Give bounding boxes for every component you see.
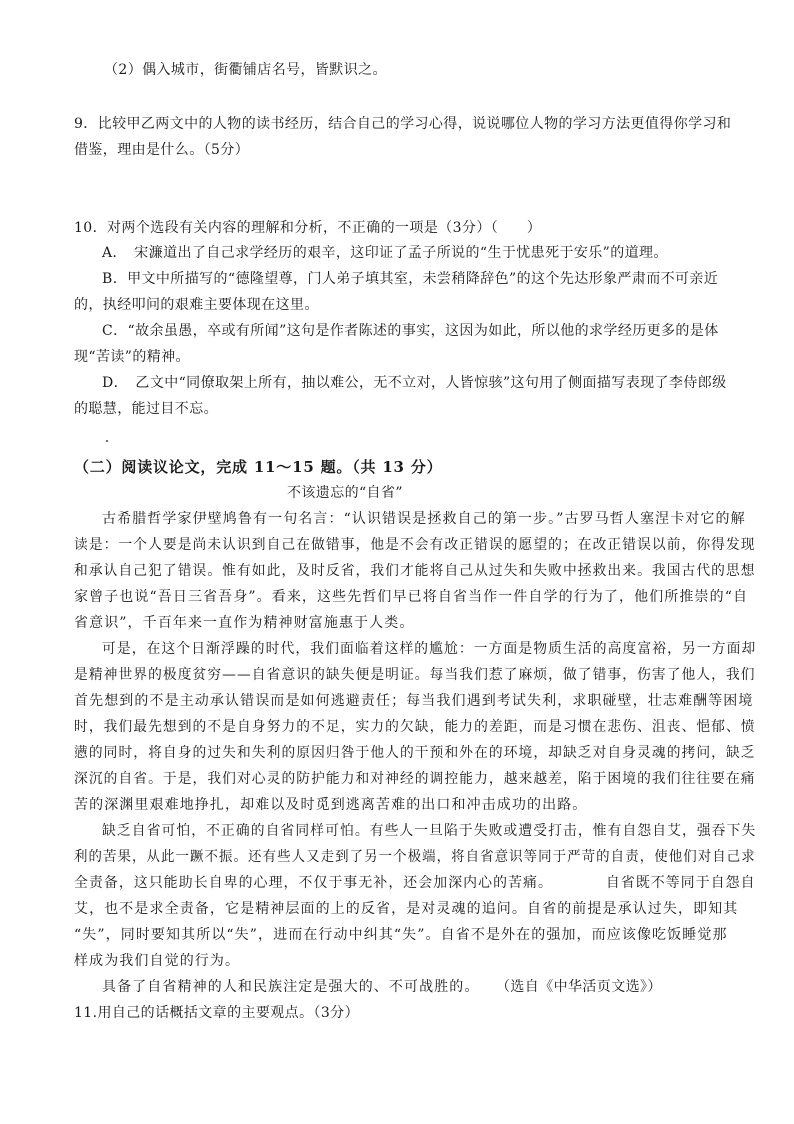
q10-option-a: A． 宋濂道出了自己求学经历的艰辛，这印证了孟子所说的“生于忧患死于安乐”的道理。	[102, 245, 668, 261]
article-p3-line-2: 利的苦果，从此一蹶不振。还有些人又走到了另一个极端，将自省意识等同于严苛的自责，使他们对自己求	[74, 849, 756, 865]
section-2-heading: （二）阅读议论文，完成 11～15 题。（共 13 分）	[74, 458, 443, 476]
article-title: 不该遗忘的“自省”	[287, 485, 403, 501]
q10-option-b-line-2: 的，执经叩问的艰难主要体现在这里。	[74, 297, 319, 313]
q9-line-2: 借鉴，理由是什么。（5分）	[74, 142, 250, 158]
article-p1-line-3: 和承认自己犯了错误。惟有如此，及时反省，我们才能将自己从过失和失败中拯救出来。我国古代的思想	[74, 563, 756, 579]
q10-option-c-line-2: 现“苦读”的精神。	[74, 349, 190, 365]
article-p2-line-6: 深沉的自省。于是，我们对心灵的防护能力和对神经的调控能力，越来越差，陷于困境的我们往往要在痛	[74, 771, 756, 787]
article-p3-line-1: 缺乏自省可怕，不正确的自省同样可怕。有些人一旦陷于失败或遭受打击，惟有自怨自艾，强吞下失	[102, 823, 757, 839]
article-p1-line-4: 家曾子也说“吾日三省吾身”。看来，这些先哲们早已将自省当作一件自学的行为了，他们所推崇的“自	[74, 589, 749, 605]
article-source: （选自《中华活页文选》）	[496, 979, 662, 995]
article-p2-line-3: 首先想到的不是主动承认错误而是如何逃避责任；每当我们遇到考试失利，求职碰壁，壮志难酬等困境	[74, 693, 754, 709]
q10-option-d-line-1: D． 乙文中“同僚取架上所有，抽以难公，无不立对，人皆惊骇”这句用了侧面描写表现了李侍郎级	[102, 375, 727, 391]
q9-line-1: 9．比较甲乙两文中的人物的读书经历，结合自己的学习心得，说说哪位人物的学习方法更值得你学习和	[74, 116, 732, 132]
article-p1-line-1: 古希腊哲学家伊壁鸠鲁有一句名言：“认识错误是拯救自己的第一步。”古罗马哲人塞涅卡对它的解	[102, 511, 746, 527]
article-p3-line-5: “失”，同时要知其所以“失”，进而在行动中纠其“失”。自省不是外在的强加，而应该像吃饭睡觉那	[74, 927, 728, 943]
q10-option-c-line-1: C．“故余虽愚，卒或有所闻”这句是作者陈述的事实，这因为如此，所以他的求学经历更多的是体	[102, 323, 719, 339]
article-p1-line-2: 读是：一个人要是尚未认识到自己在做错事，他是不会有改正错误的愿望的；在改正错误以前，你得发现	[74, 537, 756, 553]
article-p4: 具备了自省精神的人和民族注定是强大的、不可战胜的。	[102, 979, 480, 995]
q10-option-d-line-2: 的聪慧，能过目不忘。	[74, 401, 218, 417]
q11: 11.用自己的话概括文章的主要观点。（3分）	[74, 1005, 359, 1021]
q10-option-b-line-1: B．甲文中所描写的“德隆望尊，门人弟子填其室，未尝稍降辞色”的这个先达形象严肃而不可亲近	[102, 271, 719, 287]
article-p3-line-6: 样成为我们自觉的行为。	[74, 953, 241, 969]
article-p1-line-5: 省意识”，千百年来一直作为精神财富施惠于人类。	[74, 615, 415, 631]
article-p2-line-2: 是精神世界的极度贫穷——自省意识的缺失便是明证。每当我们惹了麻烦，做了错事，伤害了他人，我们	[74, 667, 756, 683]
article-p2-line-4: 时，我们最先想到的不是自身努力的不足，实力的欠缺，能力的差距，而是习惯在悲伤、沮丧、悒郁、愤	[74, 719, 756, 735]
q8-item-2: （2）偶入城市，街衢铺店名号，皆默识之。	[104, 62, 387, 78]
article-p3-line-3: 全责备，这只能助长自卑的心理，不仅于事无补，还会加深内心的苦痛。 自省既不等同于自怨自	[74, 875, 756, 891]
q10-stem: 10．对两个选段有关内容的理解和分析，不正确的一项是（3分）（ ）	[74, 220, 542, 236]
article-p2-line-5: 懑的同时，将自身的过失和失利的原因归咎于他人的干预和外在的环境，却缺乏对自身灵魂的拷问，缺乏	[74, 745, 756, 761]
article-p2-line-1: 可是，在这个日渐浮躁的时代，我们面临着这样的尴尬：一方面是物质生活的高度富裕，另一方面却	[102, 641, 757, 657]
article-p2-line-7: 苦的深渊里艰难地挣扎，却难以及时觅到逃离苦难的出口和冲击成功的出路。	[74, 797, 588, 813]
article-p3-line-4: 艾，也不是求全责备，它是精神层面的上的反省，是对灵魂的追问。自省的前提是承认过失，即知其	[74, 901, 739, 917]
stray-dot	[106, 440, 108, 442]
